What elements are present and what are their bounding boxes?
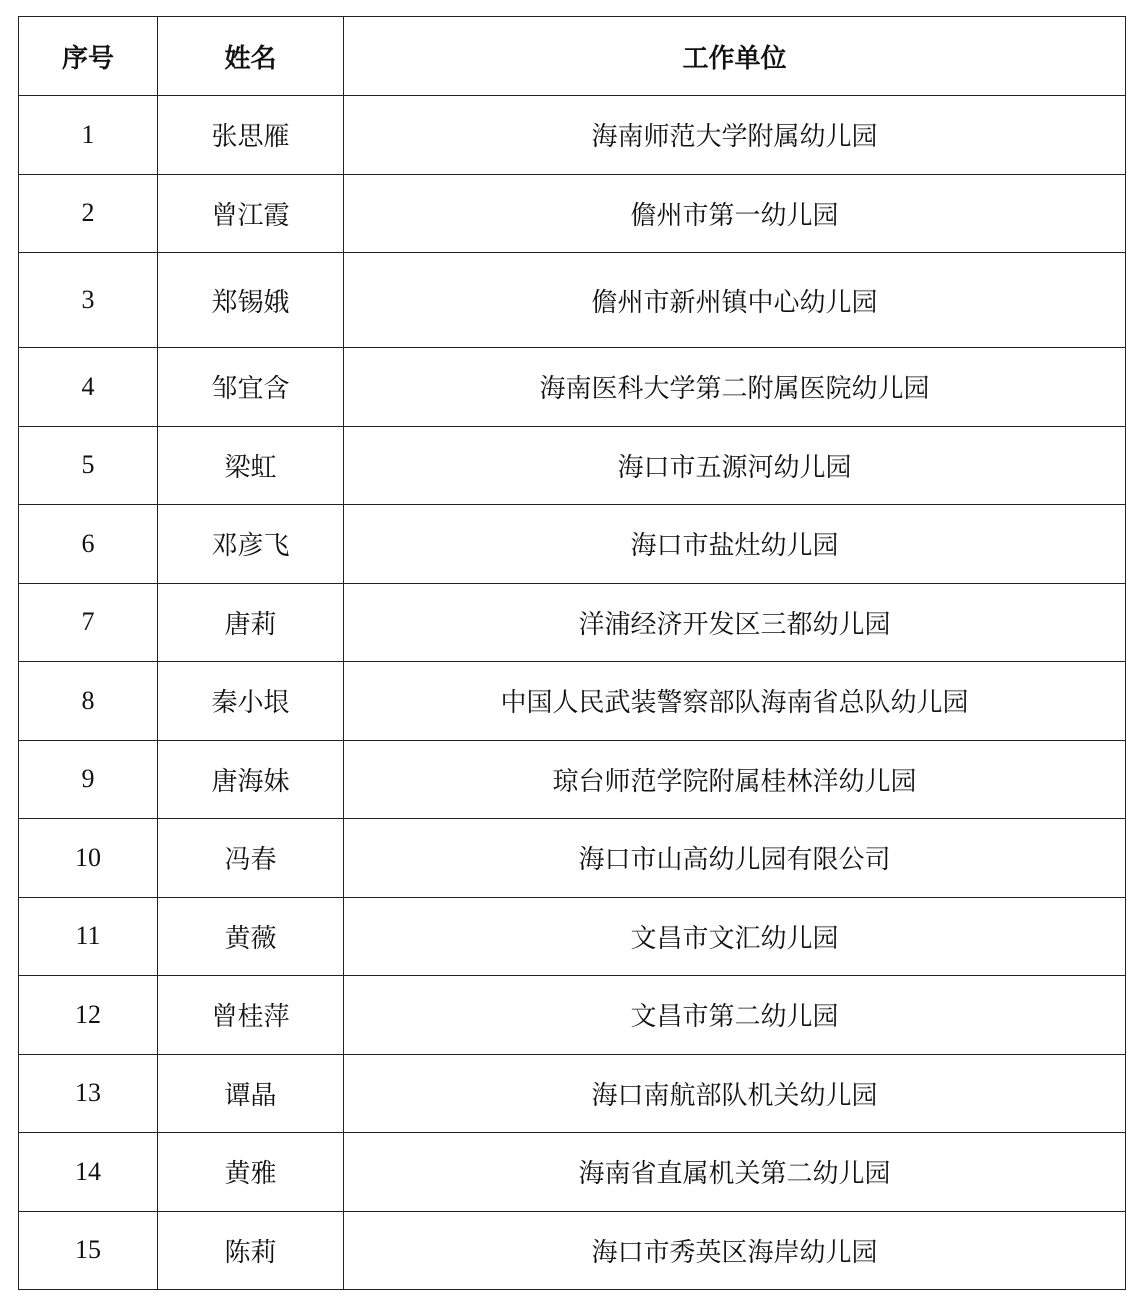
row-index: 7	[19, 583, 158, 662]
row-name: 谭晶	[158, 1054, 344, 1133]
row-index: 6	[19, 505, 158, 584]
table-row	[19, 1133, 1126, 1212]
row-name: 曾江霞	[158, 174, 344, 253]
table-row	[19, 897, 1126, 976]
row-workplace: 海南师范大学附属幼儿园	[344, 96, 1126, 175]
row-index: 2	[19, 174, 158, 253]
row-workplace: 文昌市文汇幼儿园	[344, 897, 1126, 976]
table-row	[19, 819, 1126, 898]
header-name: 姓名	[158, 17, 344, 96]
row-name: 梁虹	[158, 426, 344, 505]
row-workplace: 海南省直属机关第二幼儿园	[344, 1133, 1126, 1212]
row-workplace: 洋浦经济开发区三都幼儿园	[344, 583, 1126, 662]
table-row	[19, 348, 1126, 427]
table-row	[19, 426, 1126, 505]
table-row	[19, 505, 1126, 584]
row-index: 15	[19, 1211, 158, 1290]
table-row	[19, 662, 1126, 741]
header-index: 序号	[19, 17, 158, 96]
row-workplace: 海口市五源河幼儿园	[344, 426, 1126, 505]
row-name: 黄薇	[158, 897, 344, 976]
row-index: 3	[19, 253, 158, 348]
row-index: 14	[19, 1133, 158, 1212]
row-name: 唐莉	[158, 583, 344, 662]
row-index: 1	[19, 96, 158, 175]
row-workplace: 海南医科大学第二附属医院幼儿园	[344, 348, 1126, 427]
row-workplace: 中国人民武装警察部队海南省总队幼儿园	[344, 662, 1126, 741]
table-row	[19, 976, 1126, 1055]
row-name: 邓彦飞	[158, 505, 344, 584]
row-workplace: 琼台师范学院附属桂林洋幼儿园	[344, 740, 1126, 819]
row-name: 黄雅	[158, 1133, 344, 1212]
table-row	[19, 96, 1126, 175]
row-workplace: 儋州市新州镇中心幼儿园	[344, 253, 1126, 348]
row-index: 13	[19, 1054, 158, 1133]
table-row	[19, 583, 1126, 662]
row-index: 4	[19, 348, 158, 427]
table-row	[19, 1054, 1126, 1133]
row-name: 秦小垠	[158, 662, 344, 741]
table-row	[19, 253, 1126, 348]
roster-table	[18, 16, 1126, 1290]
row-index: 5	[19, 426, 158, 505]
row-workplace: 海口市秀英区海岸幼儿园	[344, 1211, 1126, 1290]
table-row	[19, 1211, 1126, 1290]
row-index: 10	[19, 819, 158, 898]
row-name: 曾桂萍	[158, 976, 344, 1055]
row-index: 8	[19, 662, 158, 741]
header-workplace: 工作单位	[344, 17, 1126, 96]
header-row	[19, 17, 1126, 96]
row-name: 张思雁	[158, 96, 344, 175]
row-index: 11	[19, 897, 158, 976]
row-name: 冯春	[158, 819, 344, 898]
row-name: 陈莉	[158, 1211, 344, 1290]
row-index: 12	[19, 976, 158, 1055]
row-index: 9	[19, 740, 158, 819]
row-name: 唐海妹	[158, 740, 344, 819]
row-workplace: 文昌市第二幼儿园	[344, 976, 1126, 1055]
table-row	[19, 740, 1126, 819]
row-workplace: 海口市山高幼儿园有限公司	[344, 819, 1126, 898]
row-workplace: 海口南航部队机关幼儿园	[344, 1054, 1126, 1133]
row-workplace: 儋州市第一幼儿园	[344, 174, 1126, 253]
row-name: 郑锡娥	[158, 253, 344, 348]
row-workplace: 海口市盐灶幼儿园	[344, 505, 1126, 584]
row-name: 邹宜含	[158, 348, 344, 427]
table-row	[19, 174, 1126, 253]
